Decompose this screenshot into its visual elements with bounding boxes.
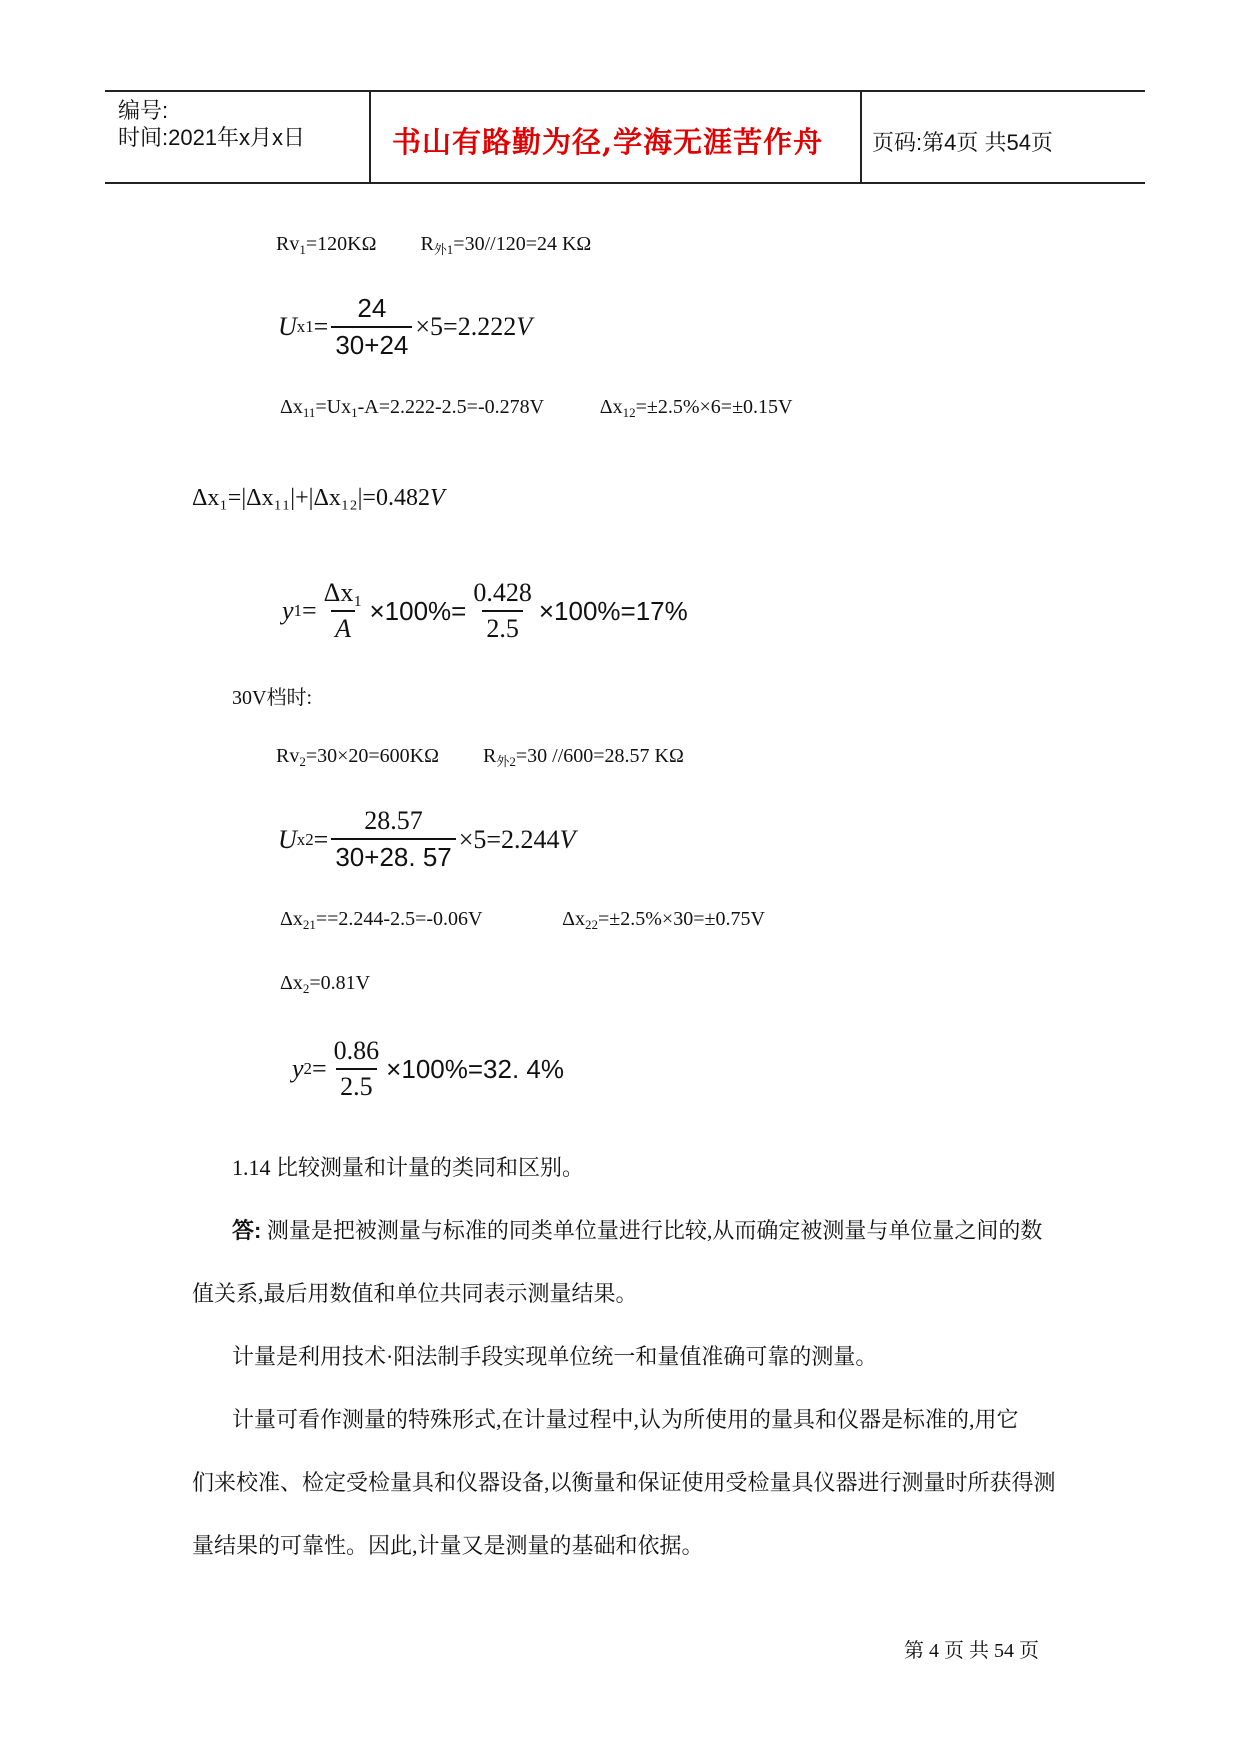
- delta-x11-x12-line: $\Delta x_{11}=Ux_1-A=2.222-2.5=-0.278V$ $\Delta x_{12}=\pm 2.5\%\times 6=\pm 0.15V$: [280, 396, 793, 420]
- answer-paragraph-3-cont-2: 量结果的可靠性。因此,计量又是测量的基础和依据。: [192, 1533, 704, 1558]
- header-page-label: 页码:第4页 共54页: [872, 130, 1053, 155]
- delta-x2-line: $\Delta x_2=0.81V$: [280, 972, 371, 996]
- rv2-line: $Rv_2=30\times 20=600K\Omega$ $R_{外2}=30$ //600=28.57 KΩ: [276, 745, 684, 769]
- header-motto: 书山有路勤为径,学海无涯苦作舟: [392, 125, 824, 159]
- answer-paragraph-1-cont: 值关系,最后用数值和单位共同表示测量结果。: [192, 1281, 638, 1306]
- answer-paragraph-3: 计量可看作测量的特殊形式,在计量过程中,认为所使用的量具和仪器是标准的,用它: [232, 1407, 1019, 1432]
- equation-ux1: U x1 = $\frac{24}{30+24}$ ×5=2.222 V: [278, 293, 533, 360]
- rv1-line: $Rv_1=120K\Omega$ $R_{外1}=30//120=24$ KΩ: [276, 233, 592, 257]
- equation-ux2: U x2 = $\frac{28.57}{30+28. 57}$ ×5=2.244 V: [278, 806, 576, 872]
- header-top-border: [105, 90, 1145, 92]
- fraction-y2: $\frac{0.86}{2.5}$: [333, 1036, 380, 1101]
- answer-paragraph-2: 计量是利用技术·阳法制手段实现单位统一和量值准确可靠的测量。: [232, 1344, 878, 1369]
- range-30v-label: 30V档时:: [232, 687, 312, 709]
- header-time-label: 时间:2021年x月x日: [118, 125, 306, 150]
- footer-page-info: 第 4 页 共 54 页: [904, 1640, 1039, 1662]
- equation-y1: y 1 = $\frac{\text{Δx₁}}{A}$ ×100%= $\frac{0.428}{2.5}$ ×100%=17%: [282, 578, 688, 643]
- equation-delta-x1: Δx₁=|Δx₁₁|+|Δx₁₂|=0.482V: [192, 485, 445, 511]
- header-divider-left: [369, 90, 371, 183]
- question-1-14: 1.14 比较测量和计量的类同和区别。: [232, 1155, 585, 1180]
- fraction-ux2: $\frac{28.57}{30+28. 57}$: [331, 806, 455, 873]
- header-number-label: 编号:: [118, 98, 169, 123]
- answer-label: 答:: [232, 1218, 262, 1243]
- fraction-y1-b: $\frac{0.428}{2.5}$: [473, 578, 532, 643]
- delta-x21-x22-line: $\Delta x_{21}==2.244-2.5=-0.06V$ $\Delta x_{22}=\pm 2.5\%\times 30=\pm 0.75V$: [280, 908, 765, 932]
- header-divider-right: [860, 90, 862, 183]
- equation-y2: y 2 = $\frac{0.86}{2.5}$ ×100%=32. 4%: [292, 1036, 564, 1101]
- fraction-ux1: $\frac{24}{30+24}$: [331, 293, 412, 361]
- header-bottom-border: [105, 182, 1145, 184]
- answer-paragraph-3-cont-1: 们来校准、检定受检量具和仪器设备,以衡量和保证使用受检量具仪器进行测量时所获得测: [192, 1470, 1056, 1495]
- fraction-y1-a: $\frac{\text{Δx₁}}{A}$: [323, 578, 363, 643]
- answer-paragraph-1: 答: 测量是把被测量与标准的同类单位量进行比较,从而确定被测量与单位量之间的数: [232, 1218, 1043, 1243]
